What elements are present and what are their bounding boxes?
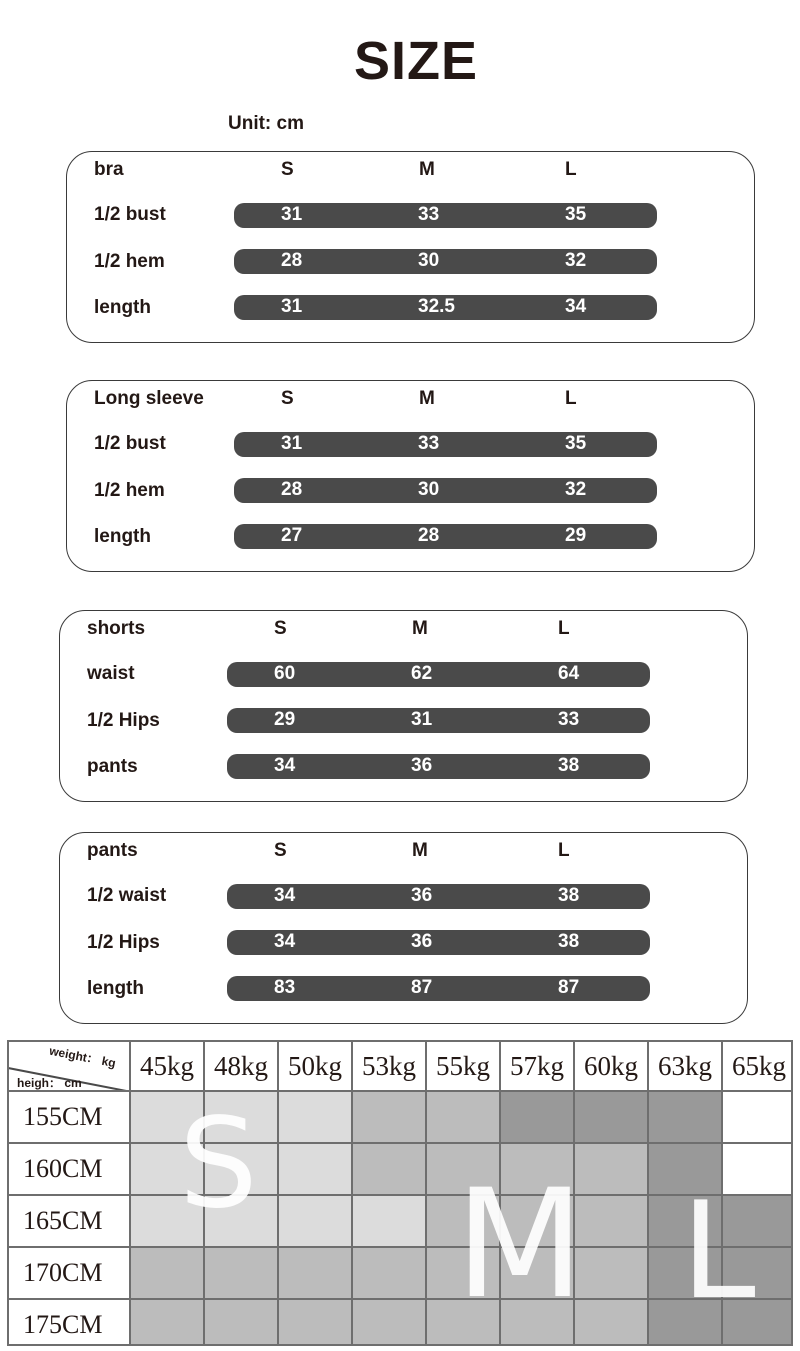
unit-label: Unit: cm bbox=[228, 113, 304, 134]
size-zone-cell bbox=[575, 1248, 649, 1300]
measurement-value: 87 bbox=[558, 977, 580, 998]
size-zone-cell bbox=[427, 1092, 501, 1144]
measurement-label: length bbox=[87, 978, 144, 999]
size-zone-letter-s: S bbox=[179, 1092, 258, 1236]
size-zone-cell bbox=[279, 1196, 353, 1248]
measurement-value: 38 bbox=[558, 931, 580, 952]
measurement-bar bbox=[234, 249, 657, 274]
height-axis-label: heigh： cm bbox=[17, 1076, 82, 1090]
measurement-value: 32 bbox=[565, 479, 587, 500]
size-zone-cell bbox=[131, 1300, 205, 1346]
size-header-m: M bbox=[419, 388, 435, 409]
weight-column-header: 45kg bbox=[131, 1042, 205, 1092]
measurement-label: length bbox=[94, 297, 151, 318]
table-corner-cell bbox=[9, 1042, 131, 1092]
measurement-value: 28 bbox=[281, 479, 303, 500]
measurement-value: 35 bbox=[565, 204, 587, 225]
measurement-value: 34 bbox=[274, 931, 296, 952]
size-zone-cell bbox=[575, 1196, 649, 1248]
measurement-value: 36 bbox=[411, 885, 433, 906]
measurement-bar bbox=[234, 203, 657, 228]
measurement-value: 31 bbox=[411, 709, 433, 730]
measurement-value: 32.5 bbox=[418, 296, 455, 317]
size-zone-letter-m: M bbox=[455, 1158, 585, 1332]
measurement-bar bbox=[227, 708, 650, 733]
size-zone-cell bbox=[575, 1092, 649, 1144]
weight-height-size-table bbox=[7, 1040, 793, 1346]
measurement-bar bbox=[227, 754, 650, 779]
measurement-bar bbox=[227, 930, 650, 955]
height-row-label: 165CM bbox=[9, 1196, 131, 1248]
size-zone-cell bbox=[575, 1300, 649, 1346]
size-zone-cell bbox=[131, 1248, 205, 1300]
size-zone-cell bbox=[353, 1092, 427, 1144]
size-zone-cell bbox=[205, 1300, 279, 1346]
size-header-l: L bbox=[558, 840, 570, 861]
measurement-label: 1/2 hem bbox=[94, 251, 165, 272]
measurement-bar bbox=[234, 432, 657, 457]
measurement-value: 31 bbox=[281, 204, 303, 225]
measurement-value: 30 bbox=[418, 479, 440, 500]
weight-column-header: 53kg bbox=[353, 1042, 427, 1092]
measurement-value: 87 bbox=[411, 977, 433, 998]
weight-column-header: 63kg bbox=[649, 1042, 723, 1092]
measurement-value: 34 bbox=[274, 755, 296, 776]
measurement-value: 31 bbox=[281, 296, 303, 317]
size-zone-cell bbox=[279, 1248, 353, 1300]
measurement-label: 1/2 hem bbox=[94, 480, 165, 501]
weight-column-header: 57kg bbox=[501, 1042, 575, 1092]
size-section-3 bbox=[59, 832, 748, 1024]
height-row-label: 155CM bbox=[9, 1092, 131, 1144]
measurement-bar bbox=[227, 662, 650, 687]
height-row-label: 175CM bbox=[9, 1300, 131, 1346]
measurement-value: 62 bbox=[411, 663, 433, 684]
weight-column-header: 65kg bbox=[723, 1042, 793, 1092]
measurement-label: 1/2 bust bbox=[94, 204, 166, 225]
weight-column-header: 50kg bbox=[279, 1042, 353, 1092]
size-header-s: S bbox=[281, 159, 294, 180]
measurement-value: 38 bbox=[558, 885, 580, 906]
measurement-value: 34 bbox=[565, 296, 587, 317]
measurement-value: 28 bbox=[281, 250, 303, 271]
size-header-l: L bbox=[565, 388, 577, 409]
size-section-2 bbox=[59, 610, 748, 802]
size-header-l: L bbox=[565, 159, 577, 180]
measurement-label: length bbox=[94, 526, 151, 547]
measurement-label: 1/2 bust bbox=[94, 433, 166, 454]
section-name: pants bbox=[87, 840, 138, 861]
size-zone-cell bbox=[353, 1300, 427, 1346]
size-header-m: M bbox=[412, 618, 428, 639]
measurement-value: 35 bbox=[565, 433, 587, 454]
measurement-value: 36 bbox=[411, 755, 433, 776]
size-zone-cell bbox=[353, 1144, 427, 1196]
measurement-value: 29 bbox=[274, 709, 296, 730]
measurement-value: 33 bbox=[418, 433, 440, 454]
measurement-bar bbox=[234, 524, 657, 549]
measurement-value: 31 bbox=[281, 433, 303, 454]
measurement-value: 33 bbox=[418, 204, 440, 225]
measurement-value: 36 bbox=[411, 931, 433, 952]
section-name: Long sleeve bbox=[94, 388, 204, 409]
size-zone-cell bbox=[279, 1092, 353, 1144]
measurement-bar bbox=[234, 478, 657, 503]
height-row-label: 170CM bbox=[9, 1248, 131, 1300]
measurement-value: 83 bbox=[274, 977, 296, 998]
weight-axis-label: weight： kg bbox=[48, 1043, 117, 1071]
measurement-value: 32 bbox=[565, 250, 587, 271]
size-header-s: S bbox=[274, 840, 287, 861]
size-zone-cell bbox=[575, 1144, 649, 1196]
measurement-value: 60 bbox=[274, 663, 296, 684]
page-title: SIZE bbox=[353, 31, 479, 91]
measurement-value: 33 bbox=[558, 709, 580, 730]
weight-column-header: 55kg bbox=[427, 1042, 501, 1092]
size-zone-cell bbox=[649, 1092, 723, 1144]
size-section-1 bbox=[66, 380, 755, 572]
height-row-label: 160CM bbox=[9, 1144, 131, 1196]
size-zone-cell bbox=[353, 1248, 427, 1300]
size-header-m: M bbox=[412, 840, 428, 861]
measurement-label: pants bbox=[87, 756, 138, 777]
measurement-bar bbox=[234, 295, 657, 320]
size-zone-cell bbox=[279, 1144, 353, 1196]
size-zone-cell bbox=[279, 1300, 353, 1346]
measurement-value: 29 bbox=[565, 525, 587, 546]
size-header-s: S bbox=[274, 618, 287, 639]
measurement-value: 34 bbox=[274, 885, 296, 906]
measurement-label: waist bbox=[87, 663, 135, 684]
size-section-0 bbox=[66, 151, 755, 343]
measurement-value: 30 bbox=[418, 250, 440, 271]
section-name: shorts bbox=[87, 618, 146, 639]
size-header-s: S bbox=[281, 388, 294, 409]
measurement-bar bbox=[227, 884, 650, 909]
section-name: bra bbox=[94, 159, 124, 180]
size-zone-cell bbox=[501, 1092, 575, 1144]
measurement-label: 1/2 Hips bbox=[87, 932, 160, 953]
weight-column-header: 60kg bbox=[575, 1042, 649, 1092]
size-header-m: M bbox=[419, 159, 435, 180]
measurement-value: 64 bbox=[558, 663, 580, 684]
weight-column-header: 48kg bbox=[205, 1042, 279, 1092]
measurement-value: 38 bbox=[558, 755, 580, 776]
size-zone-cell bbox=[205, 1248, 279, 1300]
measurement-label: 1/2 Hips bbox=[87, 710, 160, 731]
measurement-value: 28 bbox=[418, 525, 440, 546]
size-zone-letter-l: L bbox=[681, 1173, 756, 1329]
size-zone-cell bbox=[353, 1196, 427, 1248]
measurement-label: 1/2 waist bbox=[87, 885, 167, 906]
size-header-l: L bbox=[558, 618, 570, 639]
measurement-bar bbox=[227, 976, 650, 1001]
measurement-value: 27 bbox=[281, 525, 303, 546]
size-zone-cell bbox=[723, 1092, 793, 1144]
